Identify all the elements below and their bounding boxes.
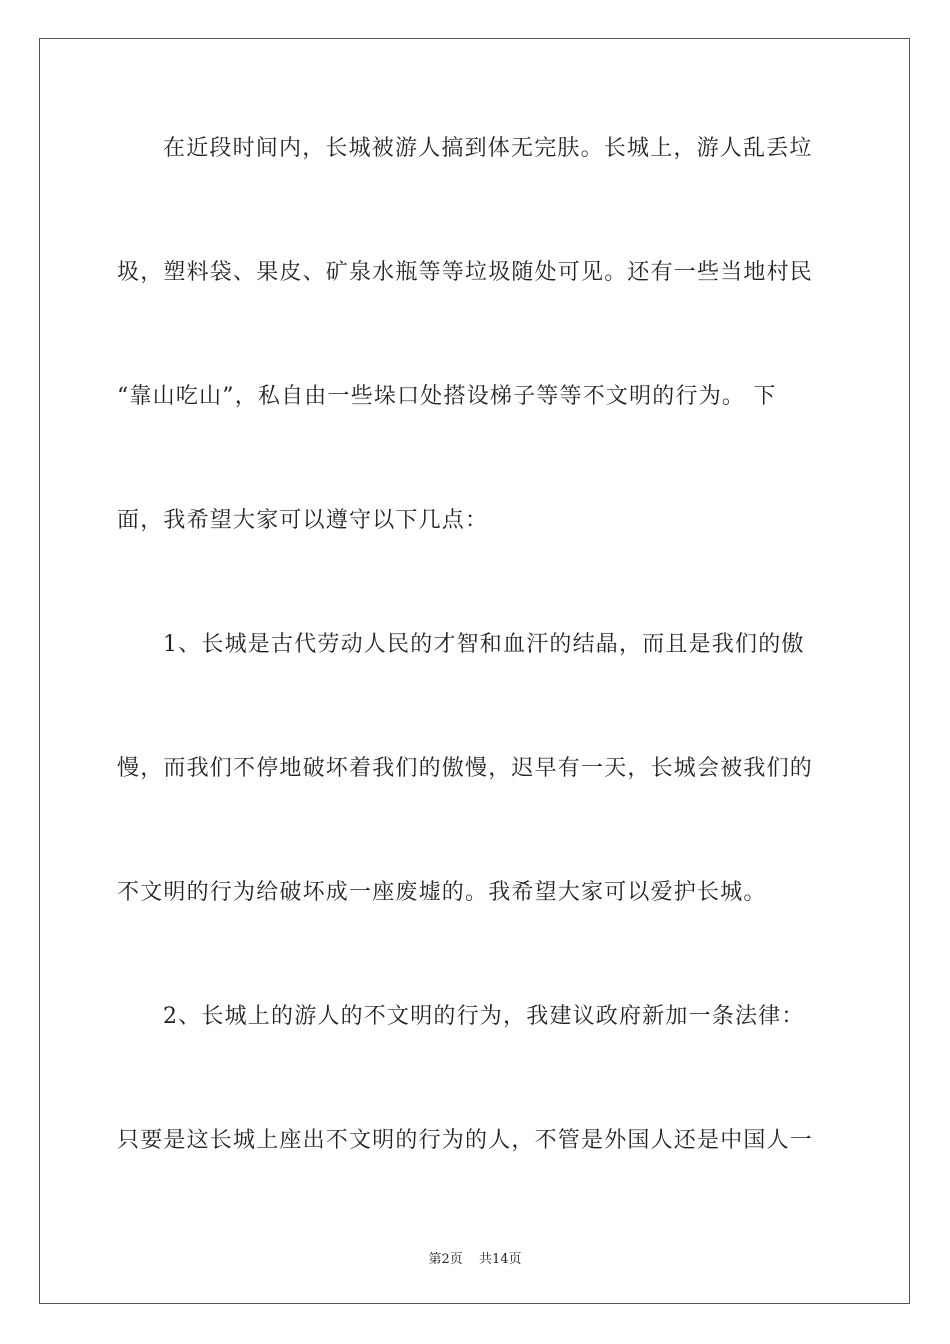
text-line: “靠山吃山”，私自由一些垛口处搭设梯子等等不文明的行为。 下	[117, 384, 777, 409]
page-total: 共14页	[478, 1252, 522, 1267]
text-line: 2、长城上的游人的不文明的行为，我建议政府新加一条法律：	[163, 1004, 805, 1029]
page-footer	[0, 1248, 950, 1267]
page-border	[39, 38, 910, 1304]
text-line: 面，我希望大家可以遵守以下几点：	[117, 508, 489, 533]
page-number: 第2页	[428, 1252, 463, 1267]
text-line: 在近段时间内，长城被游人搞到体无完肤。长城上，游人乱丢垃	[163, 136, 813, 161]
text-line: 不文明的行为给破坏成一座废墟的。我希望大家可以爱护长城。	[117, 880, 767, 905]
text-line: 圾，塑料袋、果皮、矿泉水瓶等等垃圾随处可见。还有一些当地村民	[117, 260, 814, 285]
text-line: 慢，而我们不停地破坏着我们的傲慢，迟早有一天，长城会被我们的	[117, 756, 814, 781]
text-line: 1、长城是古代劳动人民的才智和血汗的结晶，而且是我们的傲	[163, 632, 805, 657]
text-line: 只要是这长城上座出不文明的行为的人，不管是外国人还是中国人一	[117, 1128, 814, 1153]
